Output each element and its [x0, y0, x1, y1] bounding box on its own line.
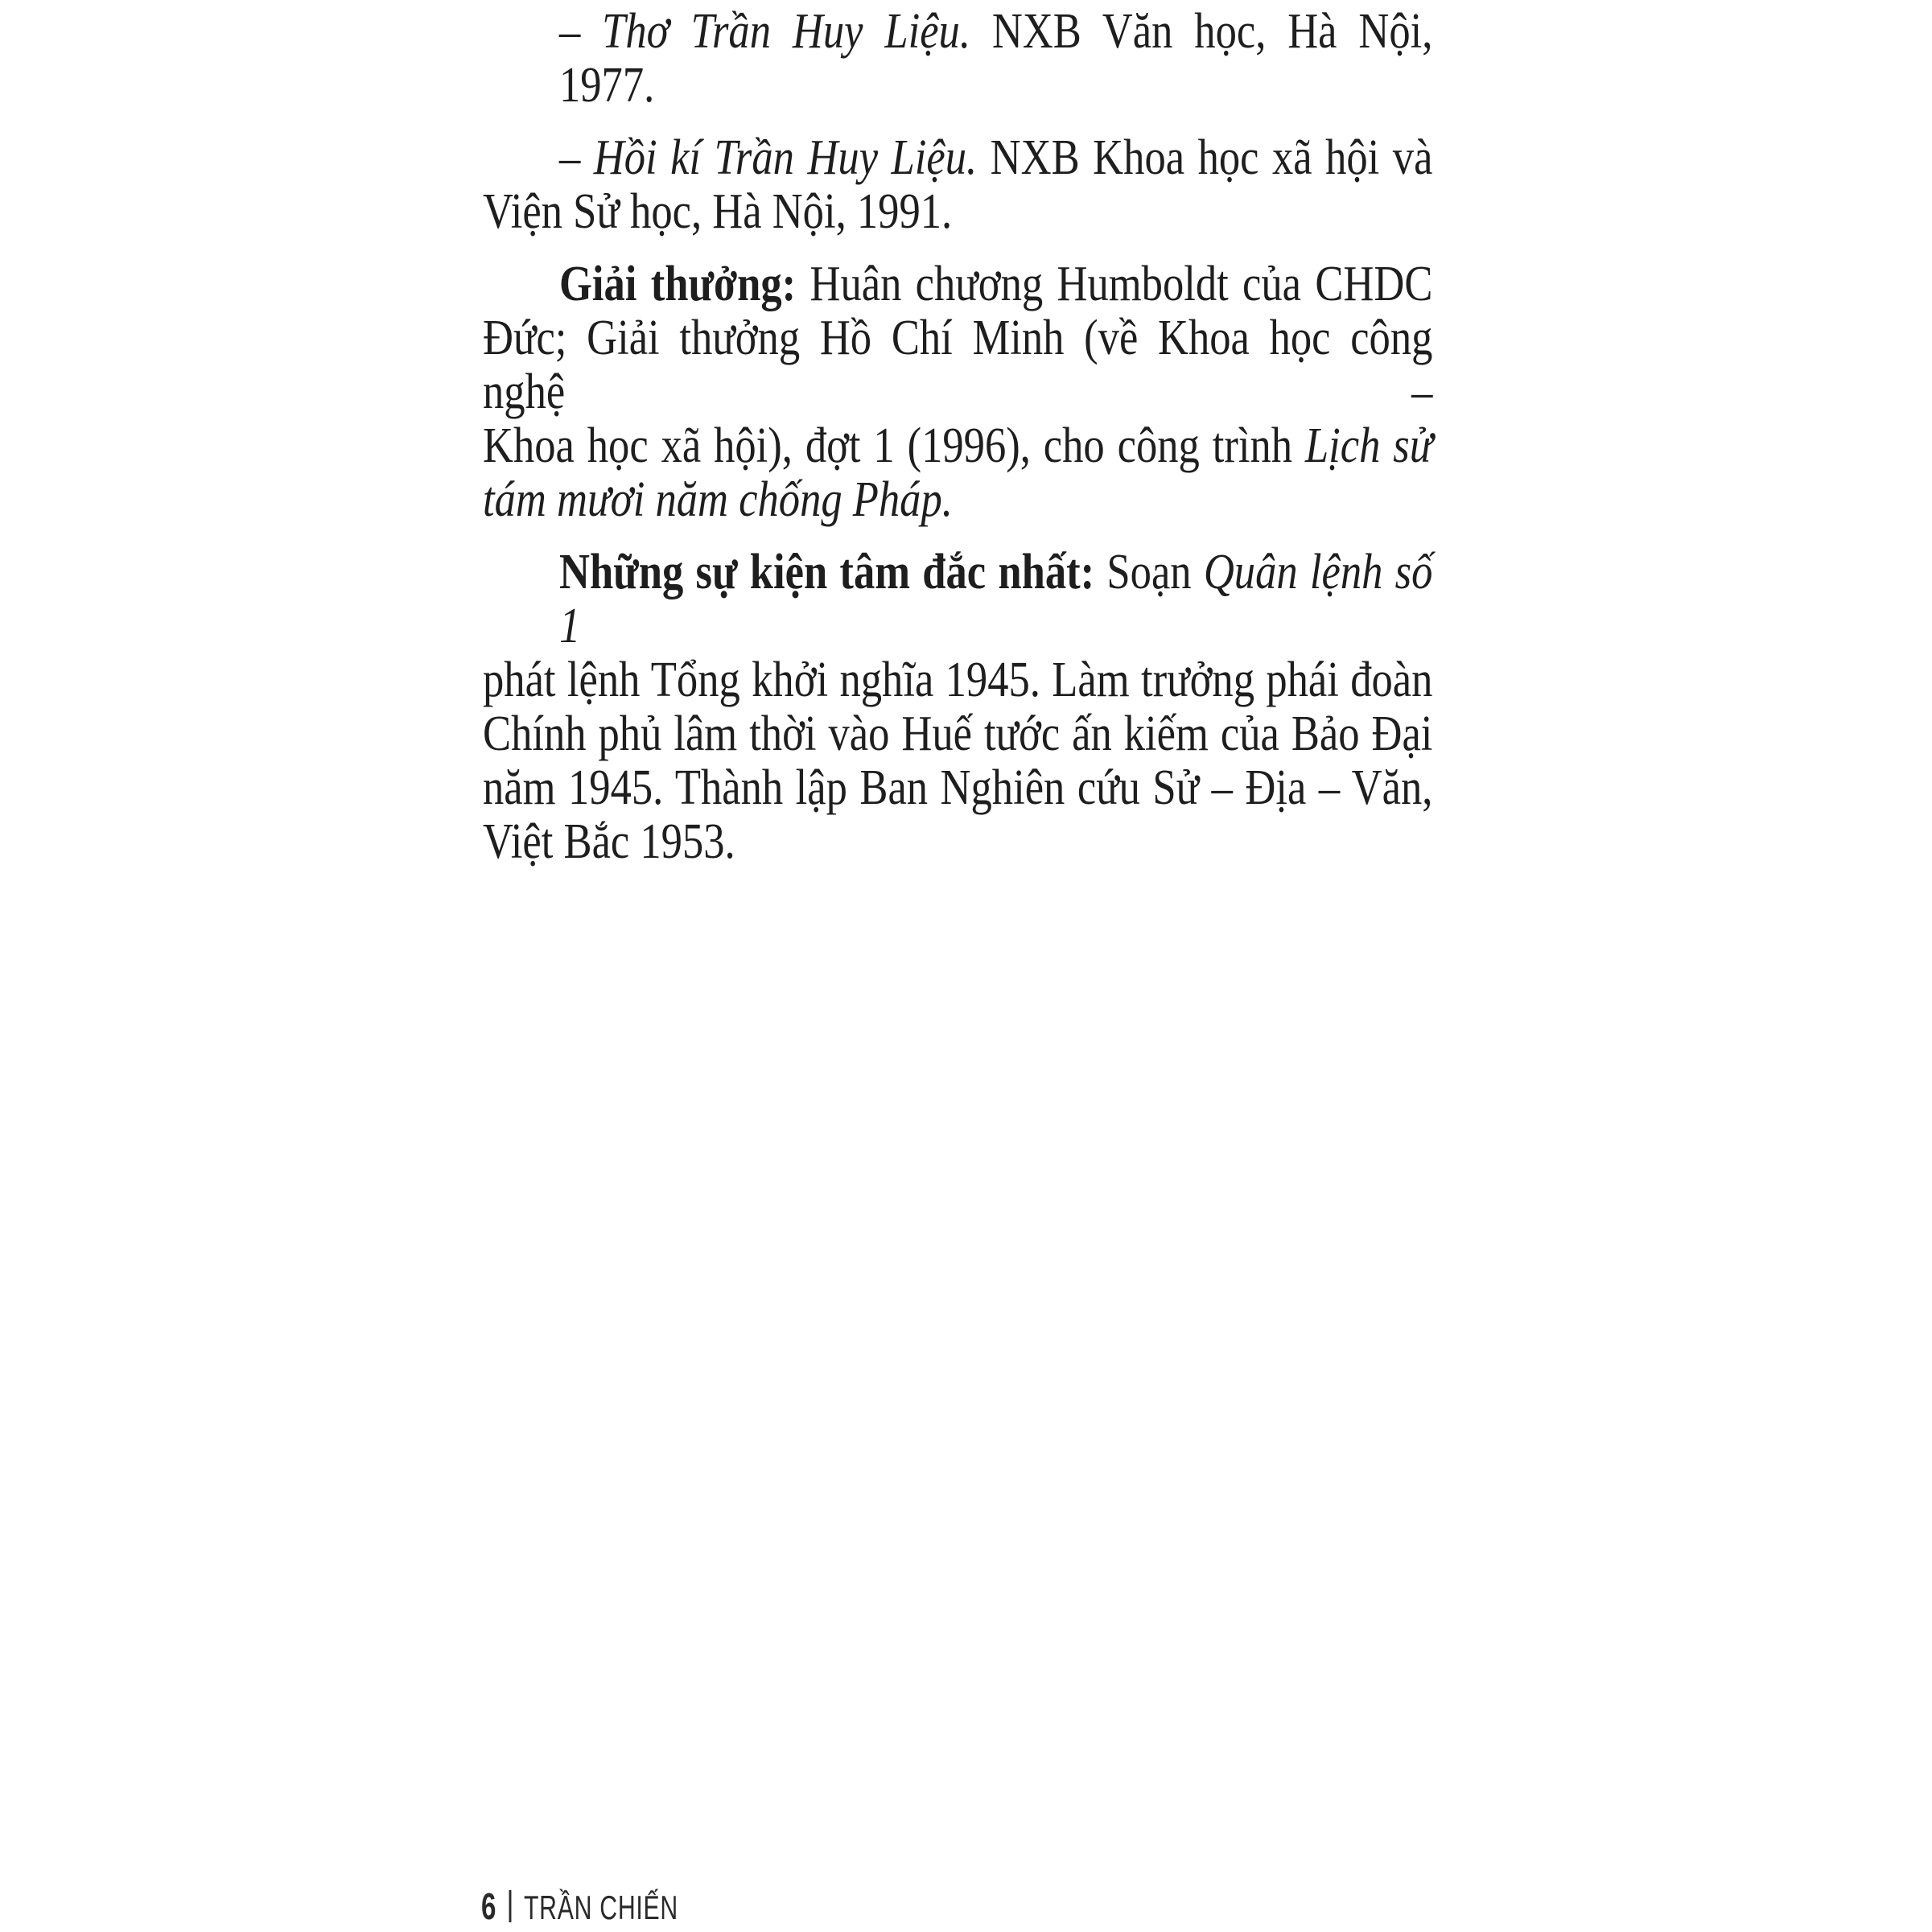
book-author: TRẦN CHIẾN — [523, 1889, 679, 1926]
text-segment: – — [558, 130, 594, 185]
text-line — [483, 815, 1432, 869]
page-number: 6 — [481, 1885, 496, 1927]
text-line — [483, 546, 1432, 653]
text-line — [483, 419, 1432, 473]
text-line — [483, 653, 1432, 707]
text-line — [483, 131, 1432, 185]
text-line — [483, 761, 1432, 815]
text-segment: Viện Sử học, Hà Nội, 1991. — [483, 184, 953, 239]
text-segment: phát lệnh Tổng khởi nghĩa 1945. Làm trưởng phái đoàn — [483, 653, 1433, 707]
text-segment: năm 1945. Thành lập Ban Nghiên cứu Sử – Địa – Văn, — [483, 760, 1433, 815]
text-line — [483, 707, 1432, 761]
bold-label: Những sự kiện tâm đắc nhất: — [558, 545, 1095, 599]
text-segment: Đức; Giải thưởng Hồ Chí Minh (về Khoa học công nghệ – — [483, 311, 1433, 419]
page-footer — [481, 1885, 755, 1927]
bold-label: Giải thưởng: — [558, 257, 797, 311]
text-segment: NXB Khoa học xã hội và — [977, 130, 1433, 185]
text-segment: – — [558, 4, 603, 59]
text-segment: Huân chương Humboldt của CHDC — [796, 257, 1433, 311]
paragraph — [483, 131, 1432, 239]
italic-title: Hồi kí Trần Huy Liệu. — [593, 130, 978, 185]
text-line — [483, 185, 1432, 239]
italic-title: Lịch sử — [1304, 418, 1433, 473]
page-body — [483, 5, 1432, 888]
text-segment: Khoa học xã hội), đợt 1 (1996), cho công trình — [483, 418, 1305, 473]
footer-content — [481, 1885, 679, 1927]
text-line — [483, 473, 1432, 527]
text-line — [483, 5, 1432, 113]
italic-title: Thơ Trần Huy Liệu. — [602, 4, 970, 59]
text-line — [483, 257, 1432, 311]
text-segment: Việt Bắc 1953. — [483, 814, 735, 869]
text-segment: Chính phủ lâm thời vào Huế tước ấn kiếm của Bảo Đại — [483, 706, 1433, 761]
paragraph — [483, 257, 1432, 527]
italic-title: Quân lệnh số 1 — [558, 545, 1433, 653]
paragraph — [483, 5, 1432, 113]
paragraph — [483, 546, 1432, 869]
text-segment: NXB Văn học, Hà Nội, 1977. — [558, 4, 1433, 113]
italic-title: tám mươi năm chống Pháp. — [483, 472, 953, 527]
text-line — [483, 311, 1432, 419]
text-segment: Soạn — [1094, 545, 1204, 599]
footer-divider — [509, 1890, 511, 1922]
